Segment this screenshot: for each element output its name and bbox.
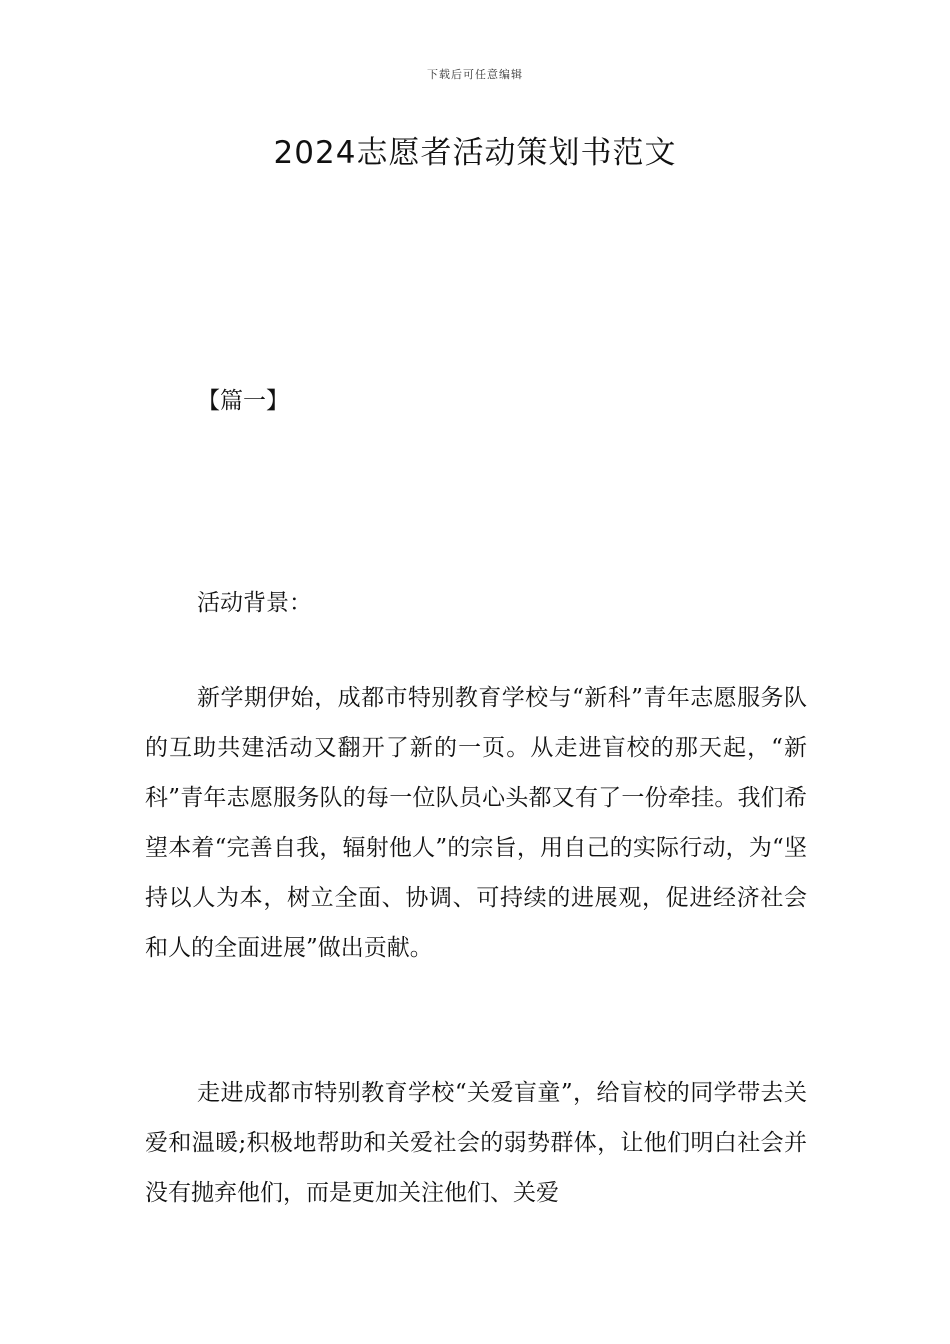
activity-background-heading: 活动背景： [197, 590, 312, 616]
document-title: 2024志愿者活动策划书范文 [273, 135, 677, 171]
section-label: 【篇一】 [197, 388, 289, 414]
body-paragraph-1: 新学期伊始，成都市特别教育学校与“新科”青年志愿服务队的互助共建活动又翻开了新的一页。从走进盲校的那天起，“新科”青年志愿服务队的每一位队员心头都又有了一份牵挂。我们希望本着“完善自我，辐射他人”的宗旨，用自己的实际行动，为“坚持以人为本，树立全面、协调、可持续的进展观，促进经济社会和人的全面进展”做出贡献。 [145, 685, 807, 961]
download-note: 下载后可任意编辑 [427, 68, 523, 81]
body-paragraph-2: 走进成都市特别教育学校“关爱盲童”，给盲校的同学带去关爱和温暖;积极地帮助和关爱社会的弱势群体，让他们明白社会并没有抛弃他们，而是更加关注他们、关爱 [145, 1080, 807, 1206]
